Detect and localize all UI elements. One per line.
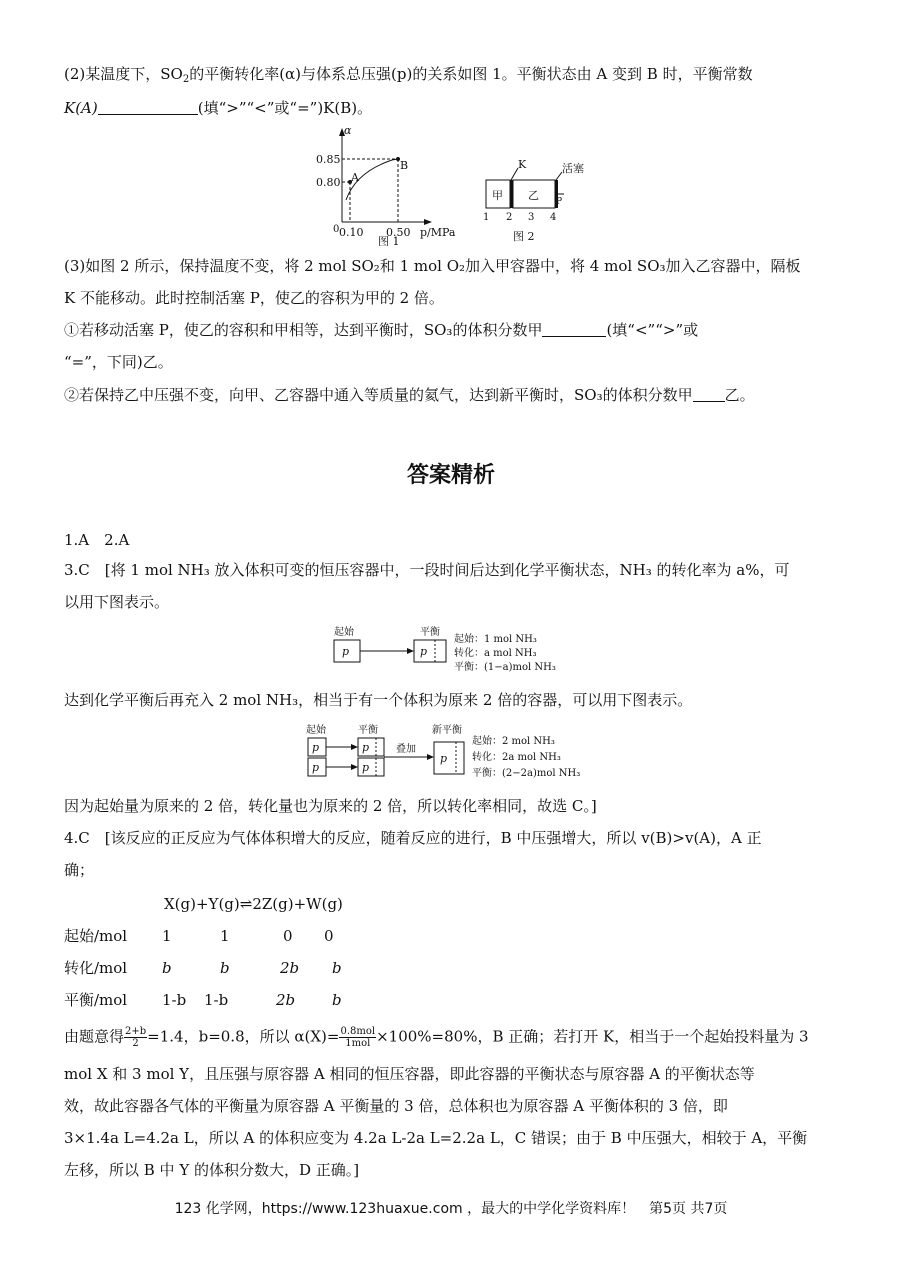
equilibrium-diagram-1 — [330, 624, 580, 682]
figure-1-caption: 图 1 — [378, 235, 400, 246]
x-tick: 0.10 — [339, 226, 364, 239]
note-equilibrium: 平衡：(1−a)mol NH₃ — [454, 662, 556, 673]
cell: b — [220, 959, 230, 977]
figure-2-diagram — [478, 158, 598, 246]
piston-label: 活塞 — [562, 162, 584, 175]
answer-blank — [542, 322, 606, 337]
fraction: $\frac{\text{0.8mol}}{\text{1mol}}$ — [340, 1026, 376, 1049]
pressure-p: p — [440, 752, 448, 765]
label-equilibrium: 平衡 — [420, 627, 440, 638]
point-a-label: A — [351, 171, 359, 184]
y-tick: 0.80 — [316, 176, 341, 189]
note-convert: 转化：a mol NH₃ — [454, 648, 537, 659]
scale-4: 4 — [550, 212, 557, 223]
cell: 2b — [280, 959, 300, 977]
row-label: 平衡/mol — [64, 991, 128, 1009]
pressure-p: p — [420, 645, 428, 658]
origin-label: 0 — [333, 224, 340, 235]
note-convert: 转化：2a mol NH₃ — [472, 752, 561, 763]
pressure-p: p — [312, 761, 320, 774]
pressure-p: p — [362, 761, 370, 774]
page-footer: 123 化学网，https://www.123huaxue.com ，最大的中学化学资料库！ 第5页 共7页 — [174, 1201, 728, 1217]
point-b-label: B — [400, 159, 409, 172]
answer-3-line2: 以用下图表示。 — [64, 593, 170, 611]
scale-2: 2 — [506, 212, 513, 223]
answer-4-line5: 由题意得 $\frac{2+b}{2}$ =1.4，b=0.8，所以 α(X)= $\frac{\text{0.8mol}}{\text{1mol}}$ ×100%=80%，B 正确；若打开 K，相当于一个起始投料量为 3 — [64, 1026, 809, 1049]
fraction: $\frac{2+b}{2}$ — [125, 1026, 147, 1049]
piston-p-label: P — [556, 197, 563, 207]
q3-sub2: ②若保持乙中压强不变，向甲、乙容器中通入等质量的氦气，达到新平衡时，SO₃的体积分数甲 乙。 — [64, 386, 755, 404]
row-label: 起始/mol — [64, 927, 128, 945]
cell: 2b — [276, 991, 296, 1009]
q3-line1: (3)如图 2 所示，保持温度不变，将 2 mol SO₂和 1 mol O₂加入甲容器中，将 4 mol SO₃加入乙容器中，隔板 — [64, 257, 801, 275]
y-tick: 0.85 — [316, 153, 341, 166]
x-tick: 0.50 — [386, 226, 411, 239]
cell: 0 — [324, 927, 334, 945]
cell: 1-b — [204, 991, 229, 1009]
cell: 1 — [220, 927, 230, 945]
q3-sub1-line1: ①若移动活塞 P，使乙的容积和甲相等，达到平衡时，SO₃的体积分数甲 (填“<”“>”或 — [64, 321, 699, 339]
equilibrium-diagram-2 — [300, 722, 610, 784]
y-axis-label: α — [344, 124, 352, 137]
cell: 1 — [162, 927, 172, 945]
q3-sub1-line2: “=”，下同)乙。 — [64, 353, 173, 371]
note-equilibrium: 平衡：(2−2a)mol NH₃ — [472, 768, 581, 779]
answer-section-title: 答案精析 — [406, 463, 495, 488]
label-start: 起始 — [306, 725, 326, 736]
answer-4-line8: 3×1.4a L=4.2a L，所以 A 的体积应变为 4.2a L-2a L=2.2a L，C 错误；由于 B 中压强大，相较于 A，平衡 — [64, 1129, 808, 1147]
cell: b — [332, 991, 342, 1009]
label-new-equilibrium: 新平衡 — [432, 725, 462, 736]
answer-1-2: 1.A 2.A — [64, 531, 130, 549]
note-start: 起始：2 mol NH₃ — [472, 736, 555, 747]
figure-1-graph — [300, 124, 470, 246]
cell: b — [332, 959, 342, 977]
scale-1: 1 — [483, 212, 490, 223]
pressure-p: p — [342, 645, 350, 658]
cell: b — [162, 959, 172, 977]
pressure-p: p — [312, 741, 320, 754]
figure-2-caption: 图 2 — [513, 230, 535, 243]
label-equilibrium: 平衡 — [358, 725, 378, 736]
answer-3-line1: 3.C [将 1 mol NH₃ 放入体积可变的恒压容器中，一段时间后达到化学平衡状态，NH₃ 的转化率为 a%，可 — [64, 561, 790, 579]
row-label: 转化/mol — [64, 959, 128, 977]
q3-line2: K 不能移动。此时控制活塞 P，使乙的容积为甲的 2 倍。 — [64, 289, 444, 307]
partition-k-label: K — [518, 158, 527, 171]
label-stack: 叠加 — [396, 744, 416, 755]
note-start: 起始：1 mol NH₃ — [454, 634, 537, 645]
answer-4-line6: mol X 和 3 mol Y，且压强与原容器 A 相同的恒压容器，即此容器的平衡状态与原容器 A 的平衡状态等 — [64, 1065, 755, 1083]
scale-3: 3 — [528, 212, 535, 223]
x-axis-label: p/MPa — [420, 226, 456, 239]
reaction-equation: X(g)+Y(g)⇌2Z(g)+W(g) — [164, 895, 343, 913]
answer-blank — [98, 100, 198, 115]
q2-line2: K(A) (填“>”“<”或“=”)K(B)。 — [64, 99, 373, 117]
answer-4-line1: 4.C [该反应的正反应为气体体积增大的反应，随着反应的进行，B 中压强增大，所以 v(B)>v(A)，A 正 — [64, 829, 762, 847]
container-jia: 甲 — [492, 189, 503, 202]
answer-4-line7: 效，故此容器各气体的平衡量为原容器 A 平衡量的 3 倍，总体积也为原容器 A 平衡体积的 3 倍，即 — [64, 1097, 728, 1115]
answer-4-line9: 左移，所以 B 中 Y 的体积分数大，D 正确。] — [64, 1161, 360, 1179]
answer-4-line2: 确； — [64, 861, 95, 879]
cell: 0 — [283, 927, 293, 945]
q2-line1: (2)某温度下，$SO_2$的平衡转化率(α)与体系总压强(p)的关系如图 1。平衡状态由 A 变到 B 时，平衡常数 — [64, 65, 753, 85]
pressure-p: p — [362, 741, 370, 754]
answer-blank — [693, 387, 725, 402]
cell: 1-b — [162, 991, 187, 1009]
container-yi: 乙 — [528, 189, 539, 202]
answer-3-line3: 达到化学平衡后再充入 2 mol NH₃，相当于有一个体积为原来 2 倍的容器，可以用下图表示。 — [64, 691, 693, 709]
label-start: 起始 — [334, 627, 354, 638]
answer-3-line4: 因为起始量为原来的 2 倍，转化量也为原来的 2 倍，所以转化率相同，故选 C。] — [64, 797, 597, 815]
